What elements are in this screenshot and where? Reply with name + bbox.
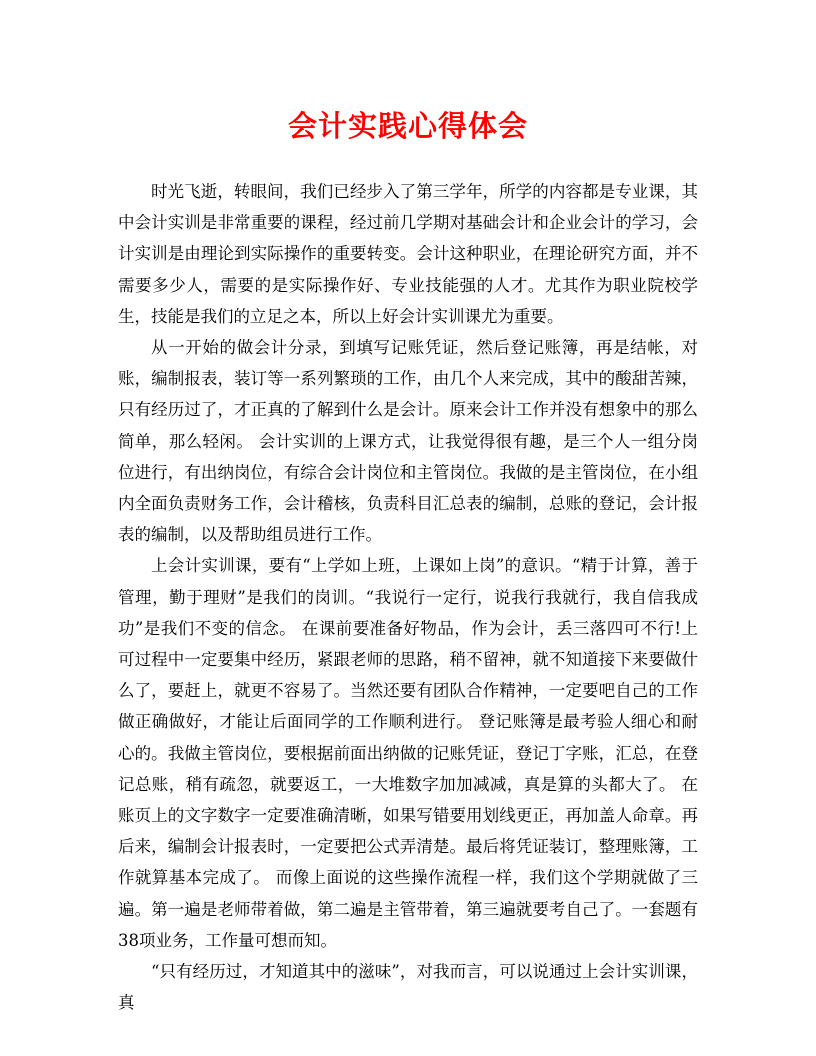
- document-title: 会计实践心得体会: [287, 109, 528, 143]
- paragraph-1: 时光飞逝，转眼间，我们已经步入了第三学年，所学的内容都是专业课，其中会计实训是非常重要的课程，经过前几学期对基础会计和企业会计的学习，会计实训是由理论到实际操作的重要转变。会计这种职业，在理论研究方面，并不需要多少人，需要的是实际操作好、专业技能强的人才。尤其作为职业院校学生，技能是我们的立足之本，所以上好会计实训课尤为重要。: [118, 182, 698, 326]
- document-body: [118, 176, 698, 1018]
- paragraph-2: 从一开始的做会计分录，到填写记账凭证，然后登记账簿，再是结帐，对账，编制报表，装订等一系列繁琐的工作，由几个人来完成，其中的酸甜苦辣，只有经历过了，才正真的了解到什么是会计。原来会计工作并没有想象中的那么简单，那么轻闲。 会计实训的上课方式，让我觉得很有趣，是三个人一组分岗位进行，有出纳岗位，有综合会计岗位和主管岗位。我做的是主管岗位，在小组内全面负责财务工作，会计稽核，负责科目汇总表的编制，总账的登记，会计报表的编制，以及帮助组员进行工作。: [118, 338, 698, 545]
- paragraph-3: 上会计实训课，要有“上学如上班，上课如上岗”的意识。“精于计算，善于管理，勤于理财”是我们的岗训。“我说行一定行，说我行我就行，我自信我成功”是我们不变的信念。 在课前要准备好物品，作为会计，丢三落四可不行!上可过程中一定要集中经历，紧跟老师的思路，稍不留神，就不知道接下来要做什么了，要赶上，就更不容易了。当然还要有团队合作精神，一定要吧自己的工作做正确做好，才能让后面同学的工作顺利进行。 登记账簿是最考验人细心和耐心的。我做主管岗位，要根据前面出纳做的记账凭证，登记丁字账，汇总，在登记总账，稍有疏忽，就要返工，一大堆数字加加减减，真是算的头都大了。 在账页上的文字数字一定要准确清晰，如果写错要用划线更正，再加盖人命章。再后来，编制会计报表时，一定要把公式弄清楚。最后将凭证装订，整理账簿，工作就算基本完成了。 而像上面说的这些操作流程一样，我们这个学期就做了三遍。第一遍是老师带着做，第二遍是主管带着，第三遍就要考自己了。一套题有38项业务，工作量可想而知。: [118, 556, 698, 950]
- paragraph-4: “只有经历过，才知道其中的滋味”，对我而言，可以说通过上会计实训课，真: [118, 962, 698, 1013]
